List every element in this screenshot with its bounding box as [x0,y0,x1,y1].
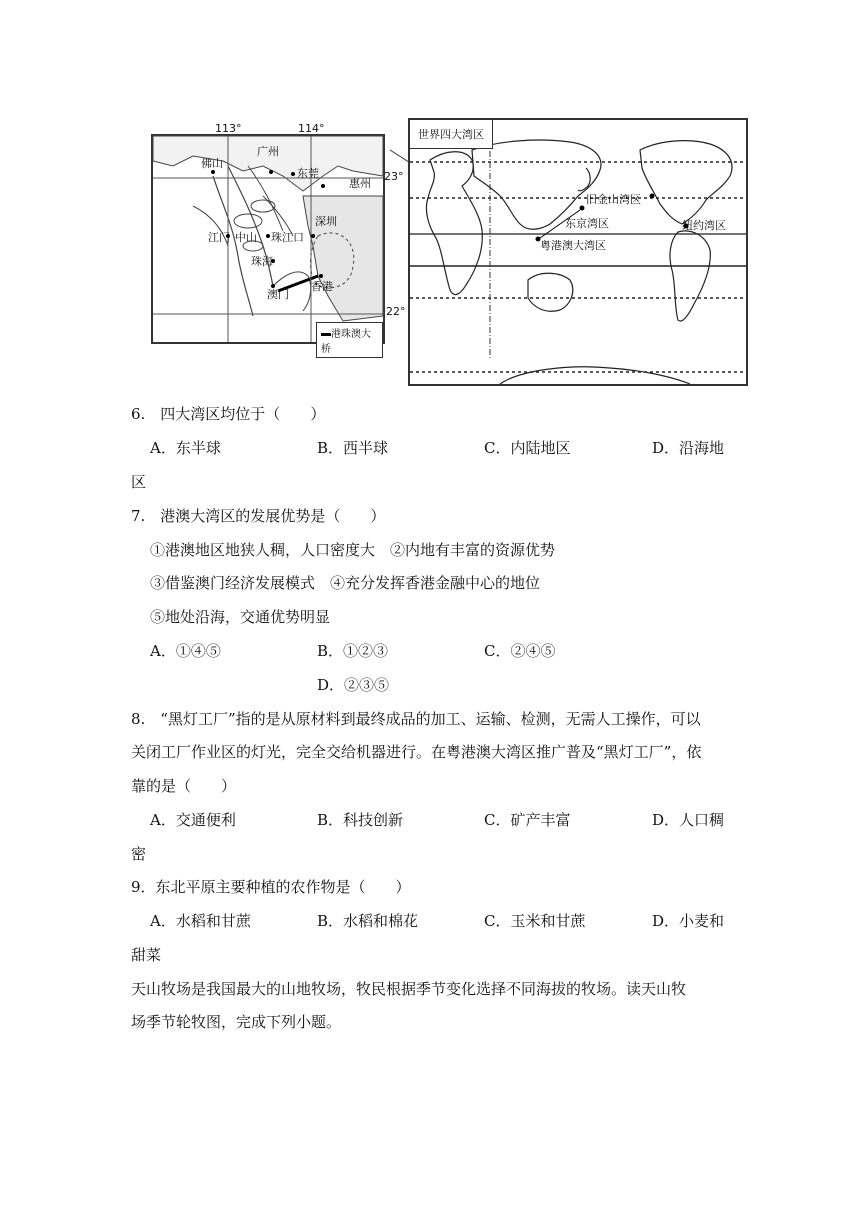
place-aomen: 澳门 [267,288,289,301]
place-xianggang: 香港 [311,280,333,293]
place-huizhou: 惠州 [349,177,371,190]
q8-stem-line-1: 8. “黑灯工厂”指的是从原材料到最终成品的加工、运输、检测，无需人工操作，可以 [131,710,701,728]
q6-option-b: B．西半球 [317,439,389,457]
q6-option-a: A．东半球 [150,439,221,457]
label-sf-bay: 旧金山湾区 [586,193,641,206]
place-zhujiangkou: 珠江口 [271,231,304,244]
passage-line-2: 场季节轮牧图，完成下列小题。 [131,1013,342,1031]
pearl-river-delta-map [151,134,385,355]
q6-stem: 6. 四大湾区均位于（ ） [131,405,326,423]
q9-option-c: C．玉米和甘蔗 [484,912,586,930]
passage-line-1: 天山牧场是我国最大的山地牧场，牧民根据季节变化选择不同海拔的牧场。读天山牧 [131,980,687,998]
lon-label-113: 113° [215,122,242,135]
bridge-legend-label: 港珠澳大桥 [321,329,371,355]
q8-option-d-wrap: 密 [131,845,147,863]
q7-option-b: B．①②③ [317,642,389,660]
q9-stem: 9．东北平原主要种植的农作物是（ ） [131,878,411,896]
place-dongguan: 东莞 [297,167,319,180]
place-guangzhou: 广州 [257,145,279,158]
q8-option-b: B．科技创新 [317,811,404,829]
q7-option-d: D．②③⑤ [317,676,390,694]
q8-stem-line-3: 靠的是（ ） [131,777,237,795]
q6-option-d: D．沿海地 [652,439,725,457]
q6-option-c: C．内陆地区 [484,439,571,457]
q9-option-a: A．水稻和甘蔗 [150,912,251,930]
bridge-legend-symbol [321,333,331,336]
q6-option-d-wrap: 区 [131,473,147,491]
q7-statement-5: ⑤地处沿海，交通优势明显 [150,608,331,626]
q7-stem: 7. 港澳大湾区的发展优势是（ ） [131,507,386,525]
pearl-river-delta-map-drawing [153,136,383,342]
bridge-legend [316,322,383,358]
q7-statement-3-4: ③借鉴澳门经济发展模式 ④充分发挥香港金融中心的地位 [150,574,541,592]
lat-label-23: 23° [384,170,404,183]
world-bay-areas-map [408,118,748,386]
q9-option-d: D．小麦和 [652,912,725,930]
label-tokyo-bay: 东京湾区 [565,217,609,230]
place-zhongshan: 中山 [235,231,257,244]
q9-option-b: B．水稻和棉花 [317,912,419,930]
q7-statement-1-2: ①港澳地区地狭人稠，人口密度大 ②内地有丰富的资源优势 [150,541,556,559]
q8-option-c: C．矿产丰富 [484,811,571,829]
lon-label-114: 114° [298,122,325,135]
world-map-title: 世界四大湾区 [410,120,493,149]
q7-option-a: A．①④⑤ [150,642,221,660]
world-map-drawing [410,120,746,384]
place-foshan: 佛山 [201,157,223,170]
label-gba: 粤港澳大湾区 [540,239,606,252]
q8-option-d: D．人口稠 [652,811,725,829]
q8-option-a: A．交通便利 [150,811,236,829]
place-shenzhen: 深圳 [315,215,337,228]
q7-option-c: C．②④⑤ [484,642,556,660]
place-jiangmen: 江门 [208,231,230,244]
lat-label-22: 22° [386,305,406,318]
place-zhuhai: 珠海 [251,255,273,268]
q8-stem-line-2: 关闭工厂作业区的灯光，完全交给机器进行。在粤港澳大湾区推广普及“黑灯工厂”，依 [131,743,702,761]
label-ny-bay: 纽约湾区 [682,219,726,232]
q9-option-d-wrap: 甜菜 [131,946,162,964]
